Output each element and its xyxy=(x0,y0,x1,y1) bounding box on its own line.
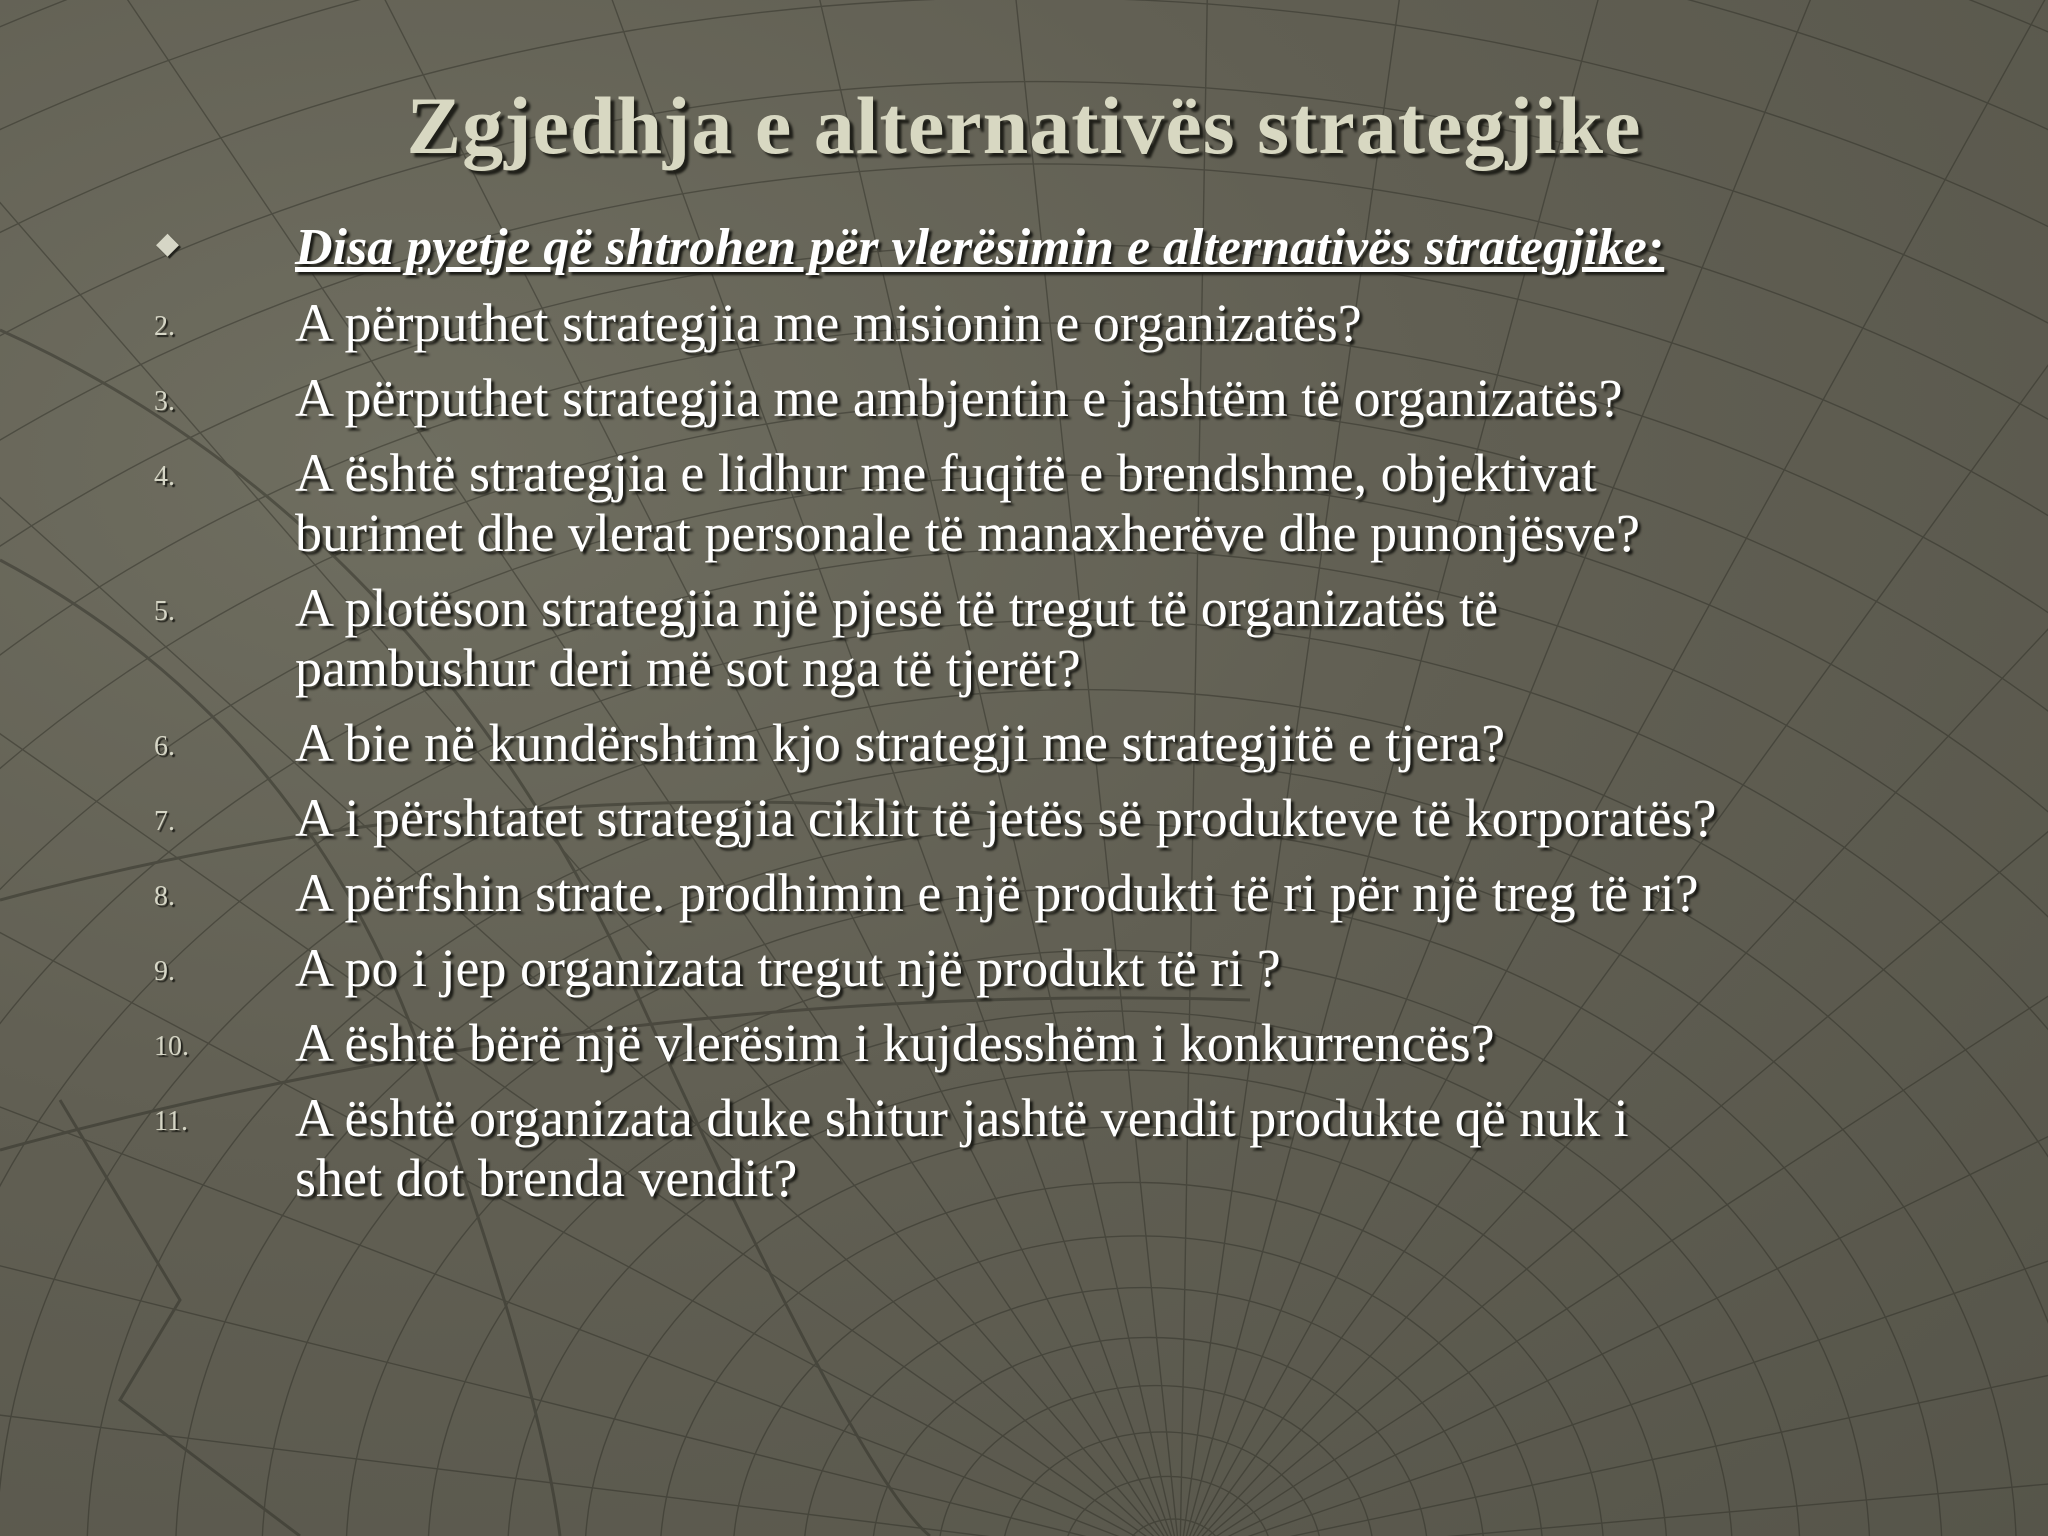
item-text-line-1: A është strategjia e lidhur me fuqitë e brendshme, objektivat xyxy=(295,443,1597,503)
item-text-line-2: shet dot brenda vendit? xyxy=(295,1148,798,1208)
item-text: A është bërë një vlerësim i kujdesshëm i konkurrencës? xyxy=(295,1013,1495,1073)
item-number: 8. xyxy=(154,881,175,912)
item-text: A bie në kundërshtim kjo strategji me strategjitë e tjera? xyxy=(295,713,1506,773)
item-number: 4. xyxy=(154,461,175,492)
item-number: 2. xyxy=(154,311,175,342)
item-text-line-1: A është organizata duke shitur jashtë vendit produkte që nuk i xyxy=(295,1088,1629,1148)
item-number: 5. xyxy=(154,596,175,627)
item-text: A po i jep organizata tregut një produkt të ri ? xyxy=(295,938,1281,998)
item-text: A përputhet strategjia me ambjentin e jashtëm të organizatës? xyxy=(295,368,1623,428)
diamond-bullet-icon: ◆ xyxy=(156,227,180,260)
slide-title: Zgjedhja e alternativës strategjike xyxy=(406,80,1642,171)
lead-text: Disa pyetje që shtrohen për vlerësimin e alternativës strategjike: xyxy=(295,219,1665,276)
item-number: 7. xyxy=(154,806,175,837)
item-text: A i përshtatet strategjia ciklit të jetës së produkteve të korporatës? xyxy=(295,788,1717,848)
item-text-line-2: pambushur deri më sot nga të tjerët? xyxy=(295,638,1081,698)
item-text-line-2: burimet dhe vlerat personale të manaxherëve dhe punonjësve? xyxy=(295,503,1640,563)
item-text-line-1: A plotëson strategjia një pjesë të tregut të organizatës të xyxy=(295,578,1499,638)
item-text: A përfshin strate. prodhimin e një produkti të ri për një treg të ri? xyxy=(295,863,1699,923)
item-number: 9. xyxy=(154,956,175,987)
item-number: 6. xyxy=(154,731,175,762)
item-number: 3. xyxy=(154,386,175,417)
item-number: 11. xyxy=(154,1106,188,1137)
item-number: 10. xyxy=(154,1031,189,1062)
item-text: A përputhet strategjia me misionin e organizatës? xyxy=(295,293,1362,353)
